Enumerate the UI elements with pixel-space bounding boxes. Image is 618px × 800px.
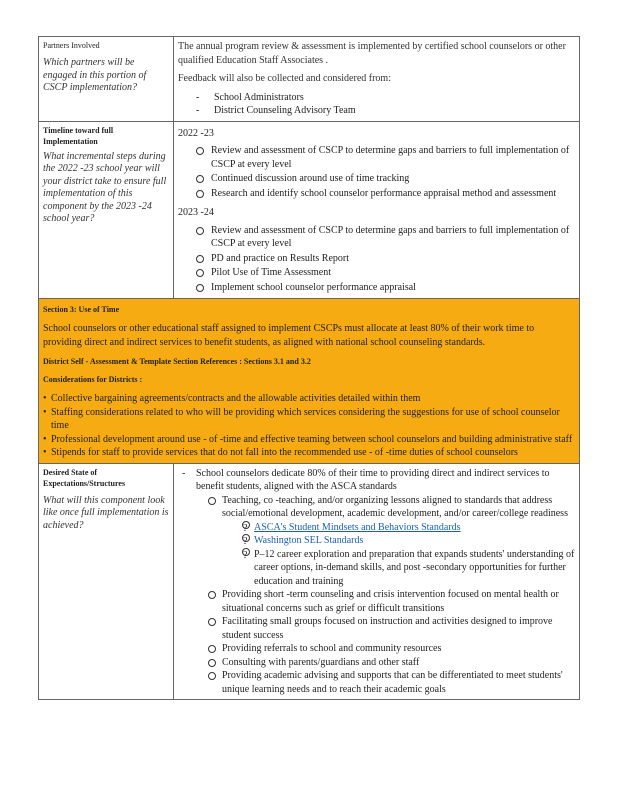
- section-body: School counselors or other educational staff assigned to implement CSCPs must allocate at least 80% of their work time to providing direct and indirect services to benefit students, as aligned with national school counseling standards.: [43, 323, 535, 348]
- list-item: Facilitating small groups focused on instruction and activities designed to improve student success: [178, 615, 575, 642]
- list-item: Review and assessment of CSCP to determine gaps and barriers to full implementation of CSCP at every level: [178, 144, 575, 171]
- list-item: • Staffing considerations related to who will be providing which services considering the suggestions for use of school counselor time: [43, 406, 575, 433]
- desired-lead: - School counselors dedicate 80% of their time to providing direct and indirect services to benefit students, aligned with the ASCA standards: [178, 467, 575, 494]
- year1-list: [178, 144, 575, 200]
- timeline-label-cell: [39, 121, 174, 299]
- considerations-list: [43, 392, 575, 460]
- list-item[interactable]: [178, 534, 575, 548]
- partners-question: Which partners will be engaged in this portion of CSCP implementation?: [43, 57, 147, 93]
- year-label: 2022 -23: [178, 127, 214, 139]
- list-item: Providing academic advising and supports that can be differentiated to meet students' unique learning needs and to reach their academic goals: [178, 669, 575, 696]
- section-3-cell: [39, 299, 580, 464]
- list-item: • Stipends for staff to provide services that do not fall into the recommended use - of -time duties of school counselors: [43, 446, 575, 460]
- services-list: [178, 494, 575, 697]
- timeline-content-cell: [174, 121, 580, 299]
- year-label: 2023 -24: [178, 207, 214, 218]
- list-item: - District Counseling Advisory Team: [178, 104, 575, 118]
- list-item: Providing referrals to school and community resources: [178, 642, 575, 656]
- washington-sel-link[interactable]: Washington SEL Standards: [254, 535, 364, 546]
- desired-question: What will this component look like once full implementation is achieved?: [43, 494, 169, 531]
- list-item: PD and practice on Results Report: [178, 252, 575, 266]
- timeline-row: [39, 121, 580, 299]
- desired-state-row: [39, 463, 580, 700]
- partners-row: [39, 37, 580, 122]
- partners-content-cell: [174, 37, 580, 122]
- standards-list: [178, 521, 575, 589]
- list-item: Implement school counselor performance appraisal: [178, 281, 575, 295]
- list-item: Research and identify school counselor performance appraisal method and assessment: [178, 187, 575, 201]
- feedback-list: [178, 91, 575, 118]
- considerations-heading: Considerations for Districts :: [43, 375, 143, 384]
- list-item: Providing short -term counseling and crisis intervention focused on mental health or situational concerns such as grief or difficult transitions: [178, 588, 575, 615]
- list-item: Consulting with parents/guardians and other staff: [178, 656, 575, 670]
- list-item: - School Administrators: [178, 91, 575, 105]
- partners-text: The annual program review & assessment is implemented by certified school counselors or other qualified Education Staff Associates .: [178, 41, 566, 66]
- list-item: Pilot Use of Time Assessment: [178, 266, 575, 280]
- list-item[interactable]: [178, 521, 575, 535]
- desired-heading: Desired State of Expectations/Structures: [43, 467, 126, 488]
- feedback-text: Feedback will also be collected and considered from:: [178, 73, 391, 84]
- desired-label-cell: [39, 463, 174, 700]
- timeline-question: What incremental steps during the 2022 -23 school year will your district take to ensure full implementation of this component by the 2023 -24 school year?: [43, 150, 167, 224]
- timeline-heading: Timeline toward full Implementation: [43, 125, 114, 146]
- partners-heading: Partners Involved: [43, 41, 100, 50]
- list-item: Teaching, co -teaching, and/or organizing lessons aligned to standards that address social/emotional development, academic development, and/or career/college readiness ? ASCA's Student Mindsets and Behaviors Standards ? Washington SEL Standards ? P–12 career exploration and preparation that expands students' understanding of career options, in-demand skills, and post -secondary opportunities for further education and training: [178, 494, 575, 589]
- document-page: [38, 36, 580, 700]
- list-item: • Professional development around use - of -time and effective teaming between school counselors and building administrative staff: [43, 433, 575, 447]
- desired-content-cell: [174, 463, 580, 700]
- list-item: Continued discussion around use of time tracking: [178, 172, 575, 186]
- year2-list: [178, 224, 575, 295]
- plan-table: [38, 36, 580, 700]
- section-references: District Self - Assessment & Template Section References : Sections 3.1 and 3.2: [43, 357, 311, 366]
- list-item: ? P–12 career exploration and preparation that expands students' understanding of career options, in-demand skills, and post -secondary opportunities for further education and training: [178, 548, 575, 589]
- section-title: Section 3: Use of Time: [43, 305, 120, 314]
- list-item: Review and assessment of CSCP to determine gaps and barriers to full implementation of CSCP at every level: [178, 224, 575, 251]
- list-item: • Collective bargaining agreements/contracts and the allowable activities detailed within them: [43, 392, 575, 406]
- partners-label-cell: [39, 37, 174, 122]
- section-3-row: [39, 299, 580, 464]
- asca-standards-link[interactable]: ASCA's Student Mindsets and Behaviors Standards: [254, 521, 461, 533]
